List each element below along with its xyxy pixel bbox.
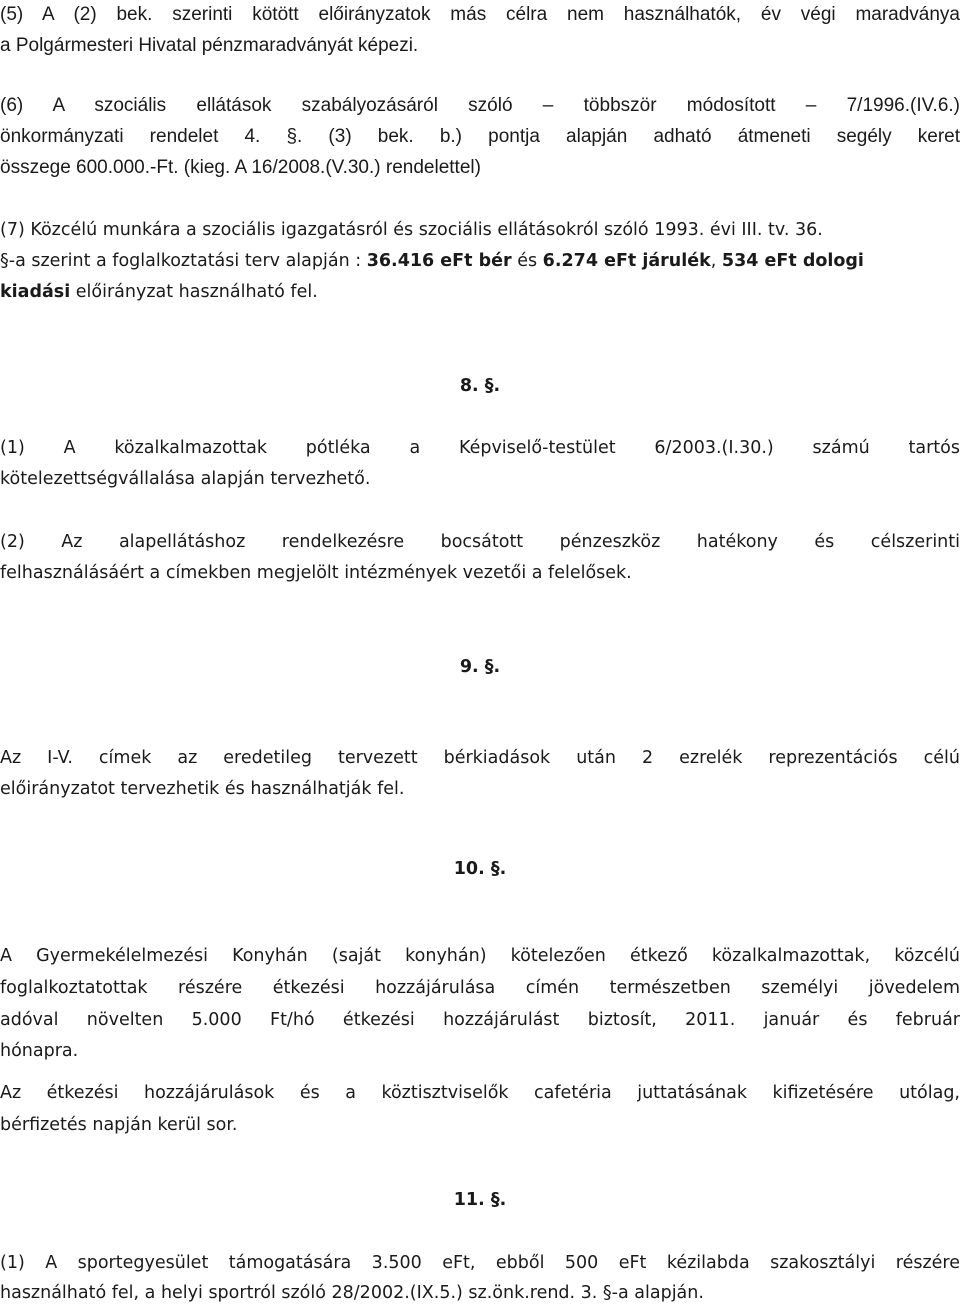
section-10-para-2-line-2: bérfizetés napján kerül sor. [0, 1115, 238, 1135]
section-11-line-2: használható fel, a helyi sportról szóló 28/2002.(IX.5.) sz.önk.rend. 3. §-a alapján. [0, 1283, 704, 1303]
section-11-line-1: (1) A sportegyesület támogatására 3.500 eFt, ebből 500 eFt kézilabda szakosztályi részére [0, 1253, 960, 1273]
section-8-para-2-line-2: felhasználásáért a címekben megjelölt intézmények vezetői a felelősek. [0, 563, 632, 583]
section-10-para-1-line-4: hónapra. [0, 1041, 79, 1061]
section-9-line-1: Az I-V. címek az eredetileg tervezett bérkiadások után 2 ezrelék reprezentációs célú [0, 748, 960, 768]
para-7-text: és [511, 251, 543, 271]
para-6-line-3: összege 600.000.-Ft. (kieg. A 16/2008.(V.30.) rendelettel) [0, 157, 481, 178]
section-8-para-1-line-1: (1) A közalkalmazottak pótléka a Képviselő-testület 6/2003.(I.30.) számú tartós [0, 438, 960, 458]
section-10-para-1-line-3: adóval növelten 5.000 Ft/hó étkezési hozzájárulást biztosít, 2011. január és február [0, 1010, 960, 1030]
section-11-heading: 11. §. [453, 1190, 507, 1210]
para-7-text: előirányzat használható fel. [70, 282, 318, 302]
section-8-para-1-line-2: kötelezettségvállalása alapján tervezhető. [0, 469, 371, 489]
expense-label: kiadási [0, 282, 71, 302]
section-10-para-1-line-1: A Gyermekélelmezési Konyhán (saját konyhán) kötelezően étkező közalkalmazottak, közcélú [0, 946, 960, 966]
section-10-para-2-line-1: Az étkezési hozzájárulások és a köztisztviselők cafetéria juttatásának kifizetésére utólag, [0, 1083, 960, 1103]
section-9-heading: 9. §. [459, 657, 501, 677]
para-7-text: , [710, 251, 722, 271]
para-7-line-3 [0, 279, 960, 305]
para-7-line-1: (7) Közcélú munkára a szociális igazgatásról és szociális ellátásokról szóló 1993. évi III. tv. 36. [0, 220, 823, 240]
para-5-line-1: (5) A (2) bek. szerinti kötött előirányzatok más célra nem használhatók, év végi maradványa [0, 4, 960, 25]
para-5-line-2: a Polgármesteri Hivatal pénzmaradványát képezi. [0, 35, 419, 56]
section-10-heading: 10. §. [453, 859, 507, 879]
para-6-line-1: (6) A szociális ellátások szabályozásáról szóló – többször módosított – 7/1996.(IV.6.) [0, 95, 960, 116]
para-6-line-2: önkormányzati rendelet 4. §. (3) bek. b.) pontja alapján adható átmeneti segély keret [0, 126, 960, 147]
section-10-para-1-line-2: foglalkoztatottak részére étkezési hozzájárulása címén természetben személyi jövedelem [0, 978, 960, 998]
section-8-para-2-line-1: (2) Az alapellátáshoz rendelkezésre bocsátott pénzeszköz hatékony és célszerinti [0, 532, 960, 552]
para-7-line-2 [0, 248, 960, 274]
section-9-line-2: előirányzatot tervezhetik és használhatják fel. [0, 779, 405, 799]
para-7-text: §-a szerint a foglalkoztatási terv alapján : [0, 251, 367, 271]
section-8-heading: 8. §. [459, 376, 501, 396]
contribution-amount: 6.274 eFt járulék [542, 251, 711, 271]
wage-amount: 36.416 eFt bér [366, 251, 512, 271]
material-amount: 534 eFt dologi [721, 251, 864, 271]
